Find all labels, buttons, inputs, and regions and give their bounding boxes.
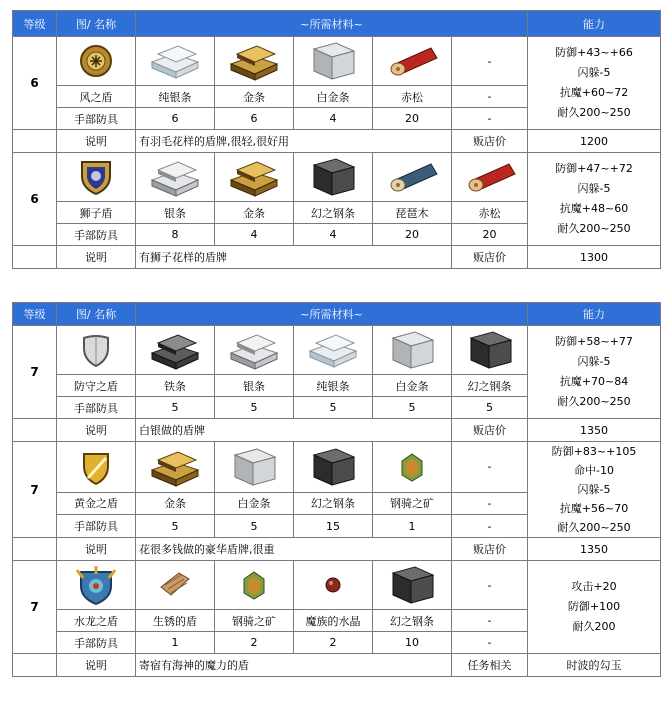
ability-cell: 攻击+20 防御+100 耐久200 xyxy=(528,561,661,654)
material-qty: 6 xyxy=(215,108,294,130)
material-name: 赤松 xyxy=(452,202,528,224)
defense-shield-icon xyxy=(57,326,136,375)
silver-bar-icon xyxy=(215,326,294,375)
golden-shield-icon xyxy=(57,442,136,493)
shop-price: 1200 xyxy=(528,130,661,153)
header-ability: 能力 xyxy=(528,303,661,326)
slot-label: 手部防具 xyxy=(57,108,136,130)
material-name: 琵琶木 xyxy=(373,202,452,224)
material-name: 魔族的水晶 xyxy=(294,610,373,632)
crafting-table-2 xyxy=(12,302,661,677)
material-name: 金条 xyxy=(215,86,294,108)
material-name: 白金条 xyxy=(294,86,373,108)
lion-shield-icon xyxy=(57,153,136,202)
material-name: 白金条 xyxy=(215,492,294,515)
material-name: - xyxy=(452,492,528,515)
iron-bar-icon xyxy=(136,326,215,375)
shop-price: 1350 xyxy=(528,538,661,561)
gold-bar-icon xyxy=(215,153,294,202)
header-ability: 能力 xyxy=(528,11,661,37)
level-cell: 7 xyxy=(13,561,57,654)
crafting-table-1 xyxy=(12,10,661,269)
material-qty: 10 xyxy=(373,632,452,654)
silver-bar-icon xyxy=(136,153,215,202)
platinum-bar-icon xyxy=(215,442,294,493)
header-materials: ~所需材料~ xyxy=(136,303,528,326)
platinum-bar-icon xyxy=(294,37,373,86)
ability-cell: 防御+83~+105 命中-10 闪躲-5 抗魔+56~70 耐久200~250 xyxy=(528,442,661,538)
material-qty: 4 xyxy=(294,224,373,246)
ability-cell: 防御+58~+77 闪躲-5 抗魔+70~84 耐久200~250 xyxy=(528,326,661,419)
material-qty: 5 xyxy=(136,515,215,538)
material-empty-dash: - xyxy=(452,37,528,86)
material-name: - xyxy=(452,610,528,632)
gold-bar-icon xyxy=(215,37,294,86)
material-qty: 5 xyxy=(373,397,452,419)
shop-price-label: 贩店价 xyxy=(452,419,528,442)
pure-silver-bar-icon xyxy=(136,37,215,86)
steel-knight-ore-icon xyxy=(215,561,294,610)
material-qty: - xyxy=(452,632,528,654)
level-cell: 6 xyxy=(13,37,57,130)
material-qty: 20 xyxy=(373,108,452,130)
material-name: 赤松 xyxy=(373,86,452,108)
material-name: 银条 xyxy=(215,375,294,397)
material-qty: 5 xyxy=(215,397,294,419)
material-name: 纯银条 xyxy=(294,375,373,397)
material-qty: 2 xyxy=(294,632,373,654)
material-name: 银条 xyxy=(136,202,215,224)
slot-label: 手部防具 xyxy=(57,632,136,654)
red-pine-log-icon xyxy=(452,153,528,202)
desc-label: 说明 xyxy=(57,419,136,442)
material-name: 铁条 xyxy=(136,375,215,397)
material-qty: 4 xyxy=(294,108,373,130)
ability-cell: 防御+43~+66 闪躲-5 抗魔+60~72 耐久200~250 xyxy=(528,37,661,130)
desc-label: 说明 xyxy=(57,246,136,269)
item-name: 狮子盾 xyxy=(57,202,136,224)
material-name: 幻之钢条 xyxy=(294,202,373,224)
slot-label: 手部防具 xyxy=(57,224,136,246)
header-level: 等级 xyxy=(13,11,57,37)
material-qty: - xyxy=(452,108,528,130)
material-qty: 15 xyxy=(294,515,373,538)
material-name: 幻之钢条 xyxy=(373,610,452,632)
item-name: 水龙之盾 xyxy=(57,610,136,632)
rusty-shield-icon xyxy=(136,561,215,610)
gold-bar-icon xyxy=(136,442,215,493)
header-name: 图/ 名称 xyxy=(57,303,136,326)
material-name: 钢骑之矿 xyxy=(373,492,452,515)
material-qty: 6 xyxy=(136,108,215,130)
material-name: 白金条 xyxy=(373,375,452,397)
material-qty: 4 xyxy=(215,224,294,246)
shop-price-label: 贩店价 xyxy=(452,538,528,561)
slot-label: 手部防具 xyxy=(57,515,136,538)
desc-label: 说明 xyxy=(57,538,136,561)
material-qty: 5 xyxy=(136,397,215,419)
material-name: 生锈的盾 xyxy=(136,610,215,632)
material-empty-dash: - xyxy=(452,442,528,493)
material-name: 钢骑之矿 xyxy=(215,610,294,632)
material-name: - xyxy=(452,86,528,108)
phantom-steel-bar-icon xyxy=(373,561,452,610)
shop-price: 1300 xyxy=(528,246,661,269)
phantom-steel-bar-icon xyxy=(452,326,528,375)
steel-knight-ore-icon xyxy=(373,442,452,493)
material-qty: 20 xyxy=(452,224,528,246)
water-dragon-shield-icon xyxy=(57,561,136,610)
shop-price-label: 贩店价 xyxy=(452,130,528,153)
material-qty: - xyxy=(452,515,528,538)
pipa-wood-log-icon xyxy=(373,153,452,202)
item-description: 寄宿有海神的魔力的盾 xyxy=(136,654,452,677)
material-name: 金条 xyxy=(215,202,294,224)
slot-label: 手部防具 xyxy=(57,397,136,419)
wind-shield-icon xyxy=(57,37,136,86)
item-description: 白银做的盾牌 xyxy=(136,419,452,442)
pure-silver-bar-icon xyxy=(294,326,373,375)
material-name: 纯银条 xyxy=(136,86,215,108)
platinum-bar-icon xyxy=(373,326,452,375)
header-name: 图/ 名称 xyxy=(57,11,136,37)
item-name: 黄金之盾 xyxy=(57,492,136,515)
material-name: 金条 xyxy=(136,492,215,515)
header-level: 等级 xyxy=(13,303,57,326)
material-qty: 5 xyxy=(294,397,373,419)
material-qty: 1 xyxy=(136,632,215,654)
item-description: 花很多钱做的豪华盾牌,很重 xyxy=(136,538,452,561)
phantom-steel-bar-icon xyxy=(294,442,373,493)
material-qty: 20 xyxy=(373,224,452,246)
level-cell: 7 xyxy=(13,442,57,538)
level-cell: 7 xyxy=(13,326,57,419)
desc-label: 说明 xyxy=(57,654,136,677)
ability-cell: 防御+47~+72 闪躲-5 抗魔+48~60 耐久200~250 xyxy=(528,153,661,246)
item-description: 有羽毛花样的盾牌,很轻,很好用 xyxy=(136,130,452,153)
header-materials: ~所需材料~ xyxy=(136,11,528,37)
phantom-steel-bar-icon xyxy=(294,153,373,202)
material-qty: 8 xyxy=(136,224,215,246)
quest-reward: 时波的勾玉 xyxy=(528,654,661,677)
material-qty: 5 xyxy=(452,397,528,419)
shop-price-label: 贩店价 xyxy=(452,246,528,269)
shop-price: 1350 xyxy=(528,419,661,442)
red-pine-log-icon xyxy=(373,37,452,86)
material-empty-dash: - xyxy=(452,561,528,610)
material-qty: 2 xyxy=(215,632,294,654)
item-name: 风之盾 xyxy=(57,86,136,108)
demon-crystal-icon xyxy=(294,561,373,610)
material-name: 幻之钢条 xyxy=(294,492,373,515)
item-name: 防守之盾 xyxy=(57,375,136,397)
material-name: 幻之钢条 xyxy=(452,375,528,397)
material-qty: 1 xyxy=(373,515,452,538)
item-description: 有狮子花样的盾牌 xyxy=(136,246,452,269)
material-qty: 5 xyxy=(215,515,294,538)
desc-label: 说明 xyxy=(57,130,136,153)
level-cell: 6 xyxy=(13,153,57,246)
quest-related-label: 任务相关 xyxy=(452,654,528,677)
